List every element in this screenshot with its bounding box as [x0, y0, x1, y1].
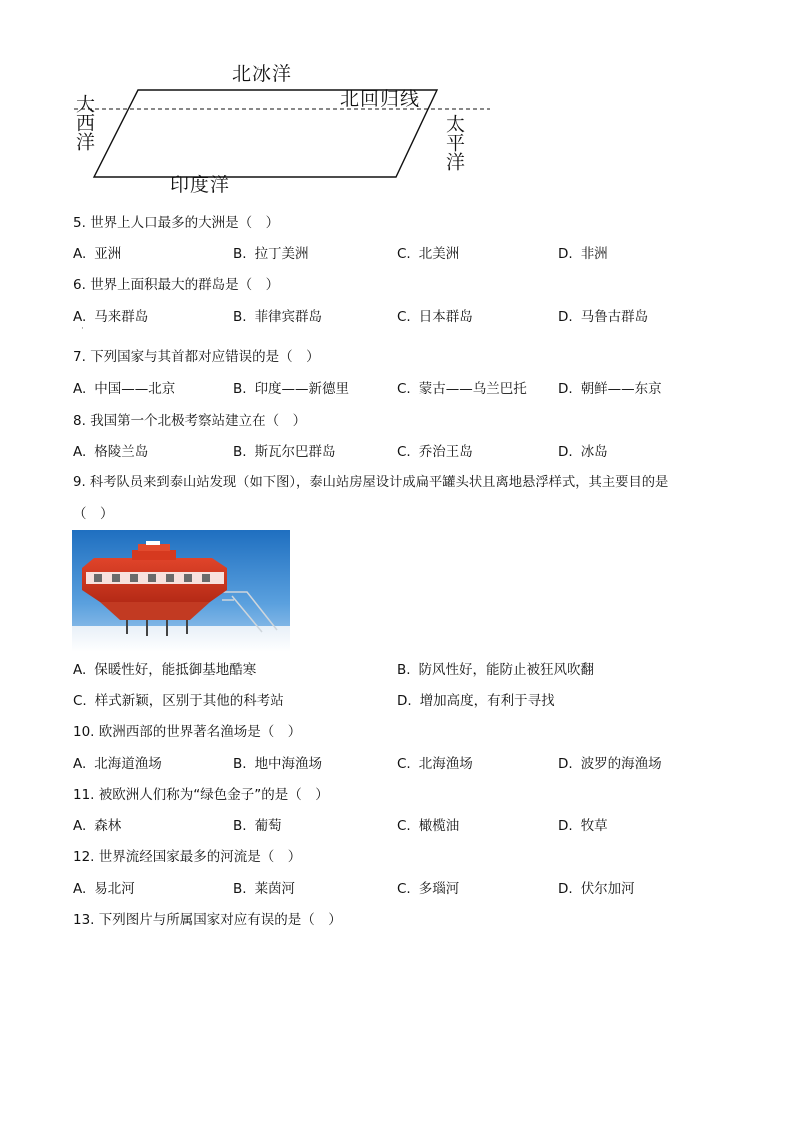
- option-5a[interactable]: A. 亚洲: [73, 246, 122, 262]
- option-10a[interactable]: A. 北海道渔场: [73, 756, 162, 772]
- option-6b[interactable]: B. 菲律宾群岛: [233, 309, 323, 325]
- question-7: 7. 下列国家与其首都对应错误的是（ ）: [73, 349, 320, 365]
- option-11d[interactable]: D. 牧草: [558, 818, 608, 834]
- option-9b[interactable]: B. 防风性好，能防止被狂风吹翻: [397, 662, 595, 678]
- option-7b[interactable]: B. 印度——新德里: [233, 381, 350, 397]
- option-10b[interactable]: B. 地中海渔场: [233, 756, 323, 772]
- label-tropic-of-cancer: 北回归线: [340, 88, 421, 110]
- option-8d[interactable]: D. 冰岛: [558, 444, 608, 460]
- label-arctic-ocean: 北冰洋: [232, 63, 293, 85]
- question-11: 11. 被欧洲人们称为“绿色金子”的是（ ）: [73, 787, 329, 803]
- question-6: 6. 世界上面积最大的群岛是（ ）: [73, 277, 280, 293]
- option-7a[interactable]: A. 中国——北京: [73, 381, 176, 397]
- option-12d[interactable]: D. 伏尔加河: [558, 881, 635, 897]
- stray-dot: ·: [81, 324, 84, 334]
- ocean-diagram: [72, 62, 512, 197]
- option-5c[interactable]: C. 北美洲: [397, 246, 460, 262]
- option-12a[interactable]: A. 易北河: [73, 881, 135, 897]
- option-10c[interactable]: C. 北海渔场: [397, 756, 473, 772]
- option-12b[interactable]: B. 莱茵河: [233, 881, 296, 897]
- option-9d[interactable]: D. 增加高度，有利于寻找: [397, 693, 555, 709]
- question-5: 5. 世界上人口最多的大洲是（ ）: [73, 215, 280, 231]
- question-9-continuation: （ ）: [73, 506, 114, 522]
- option-10d[interactable]: D. 波罗的海渔场: [558, 756, 662, 772]
- option-6d[interactable]: D. 马鲁古群岛: [558, 309, 649, 325]
- option-7d[interactable]: D. 朝鲜——东京: [558, 381, 662, 397]
- question-8: 8. 我国第一个北极考察站建立在（ ）: [73, 413, 307, 429]
- option-6a[interactable]: A. 马来群岛: [73, 309, 149, 325]
- option-7c[interactable]: C. 蒙古——乌兰巴托: [397, 381, 527, 397]
- option-5b[interactable]: B. 拉丁美洲: [233, 246, 309, 262]
- option-8b[interactable]: B. 斯瓦尔巴群岛: [233, 444, 336, 460]
- option-5d[interactable]: D. 非洲: [558, 246, 608, 262]
- option-11a[interactable]: A. 森林: [73, 818, 122, 834]
- question-12: 12. 世界流经国家最多的河流是（ ）: [73, 849, 302, 865]
- option-9c[interactable]: C. 样式新颖，区别于其他的科考站: [73, 693, 284, 709]
- station-illustration: [72, 530, 290, 652]
- option-6c[interactable]: C. 日本群岛: [397, 309, 473, 325]
- question-9: 9. 科考队员来到泰山站发现（如下图），泰山站房屋设计成扁平罐头状且离地悬浮样式，其主要目的是: [73, 475, 669, 490]
- option-8c[interactable]: C. 乔治王岛: [397, 444, 473, 460]
- question-10: 10. 欧洲西部的世界著名渔场是（ ）: [73, 724, 302, 740]
- option-8a[interactable]: A. 格陵兰岛: [73, 444, 149, 460]
- label-atlantic-ocean: 大西洋: [73, 94, 95, 151]
- taishan-station-photo: [72, 530, 290, 652]
- option-11c[interactable]: C. 橄榄油: [397, 818, 460, 834]
- label-pacific-ocean: 太平洋: [443, 114, 465, 171]
- option-11b[interactable]: B. 葡萄: [233, 818, 282, 834]
- option-12c[interactable]: C. 多瑙河: [397, 881, 460, 897]
- option-9a[interactable]: A. 保暖性好，能抵御基地酷寒: [73, 662, 257, 678]
- question-13: 13. 下列图片与所属国家对应有误的是（ ）: [73, 912, 342, 928]
- label-indian-ocean: 印度洋: [170, 174, 231, 196]
